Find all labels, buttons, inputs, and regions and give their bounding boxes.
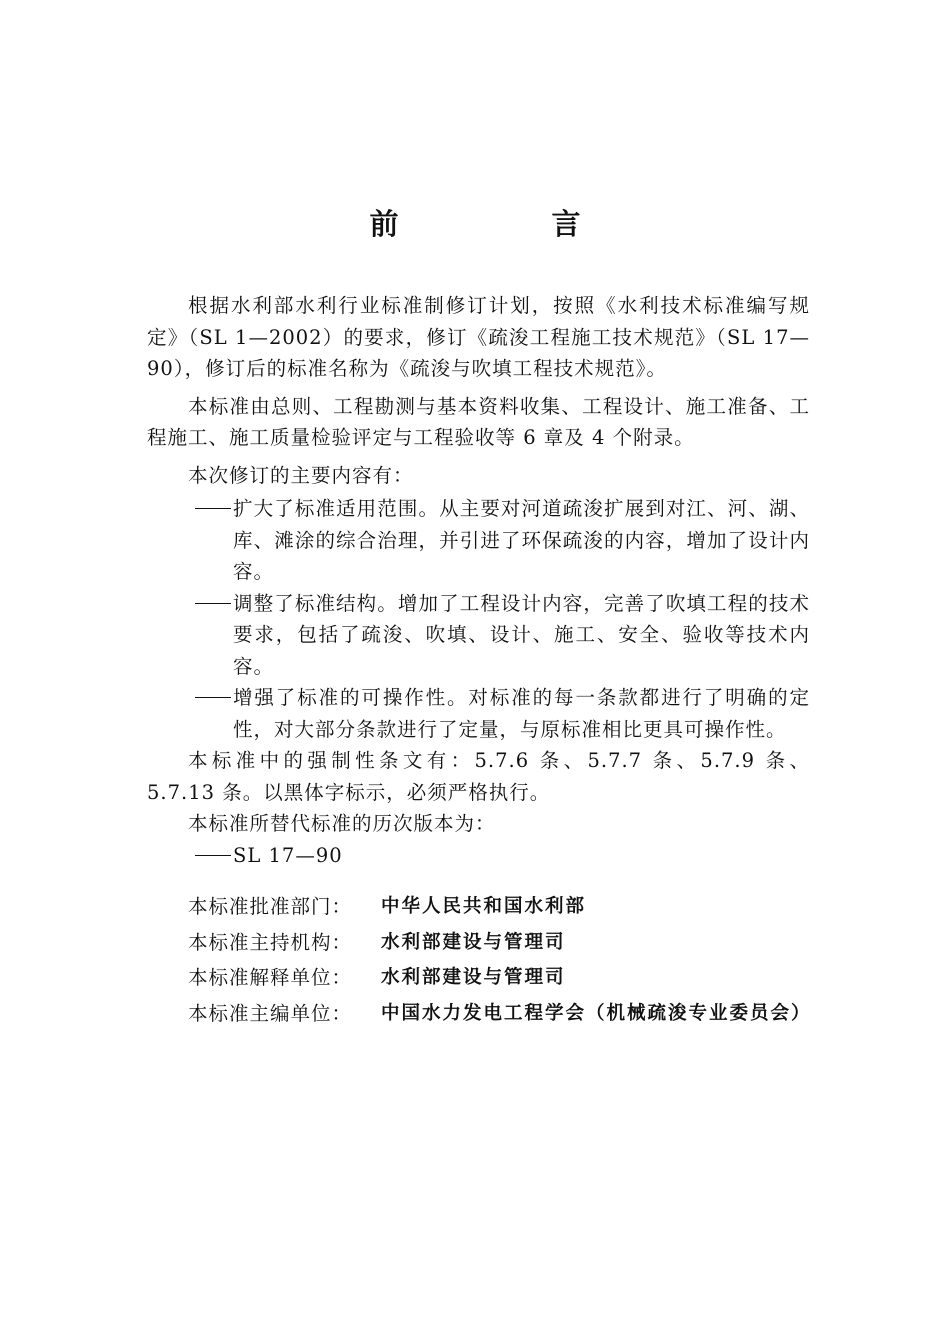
paragraph-revision-intro: 本次修订的主要内容有：	[188, 463, 414, 487]
superseded-version-text: SL 17—90	[233, 843, 343, 867]
unit-value: 水利部建设与管理司	[381, 931, 566, 953]
unit-label: 本标准解释单位：	[188, 966, 353, 989]
unit-row-approval	[147, 891, 810, 923]
paragraph-superseded-intro: 本标准所替代标准的历次版本为：	[188, 812, 496, 835]
superseded-version	[147, 840, 810, 872]
responsible-units	[147, 891, 810, 1029]
revision-item	[147, 588, 810, 683]
revision-item	[147, 682, 810, 745]
unit-label: 本标准主编单位：	[188, 1001, 353, 1025]
paragraph-structure: 本标准由总则、工程勘测与基本资料收集、工程设计、施工准备、工程施工、施工质量检验评定与工程验收等 6 章及 4 个附录。	[147, 394, 810, 449]
unit-row-chief-editor	[147, 998, 810, 1030]
unit-value: 水利部建设与管理司	[381, 967, 566, 988]
page-title: 前 言	[369, 207, 643, 241]
revision-item-text: 增强了标准的可操作性。对标准的每一条款都进行了明确的定性，对大部分条款进行了定量，与原标准相比更具可操作性。	[233, 686, 810, 741]
paragraph-revision-basis: 根据水利部水利行业标准制修订计划，按照《水利技术标准编写规定》（SL 1—2002）的要求，修订《疏浚工程施工技术规范》（SL 17—90），修订后的标准名称为《疏浚与吹填工程技术规范》。	[147, 294, 810, 380]
unit-row-interpretation	[147, 962, 810, 994]
unit-label: 本标准主持机构：	[188, 930, 353, 954]
unit-row-host	[147, 927, 810, 959]
unit-value: 中华人民共和国水利部	[381, 896, 587, 917]
paragraph-mandatory-clauses: 本标准中的强制性条文有：5.7.6 条、5.7.7 条、5.7.9 条、5.7.13 条。以黑体字标示，必须严格执行。	[147, 749, 810, 804]
revision-item-text: 扩大了标准适用范围。从主要对河道疏浚扩展到对江、河、湖、库、滩涂的综合治理，并引进了环保疏浚的内容，增加了设计内容。	[233, 497, 810, 583]
preface-body	[147, 290, 810, 1033]
revision-item-text: 调整了标准结构。增加了工程设计内容，完善了吹填工程的技术要求，包括了疏浚、吹填、设计、施工、安全、验收等技术内容。	[233, 591, 810, 678]
revision-item	[147, 493, 810, 588]
unit-label: 本标准批准部门：	[188, 895, 353, 918]
unit-value: 中国水力发电工程学会（机械疏浚专业委员会）	[381, 1002, 812, 1024]
